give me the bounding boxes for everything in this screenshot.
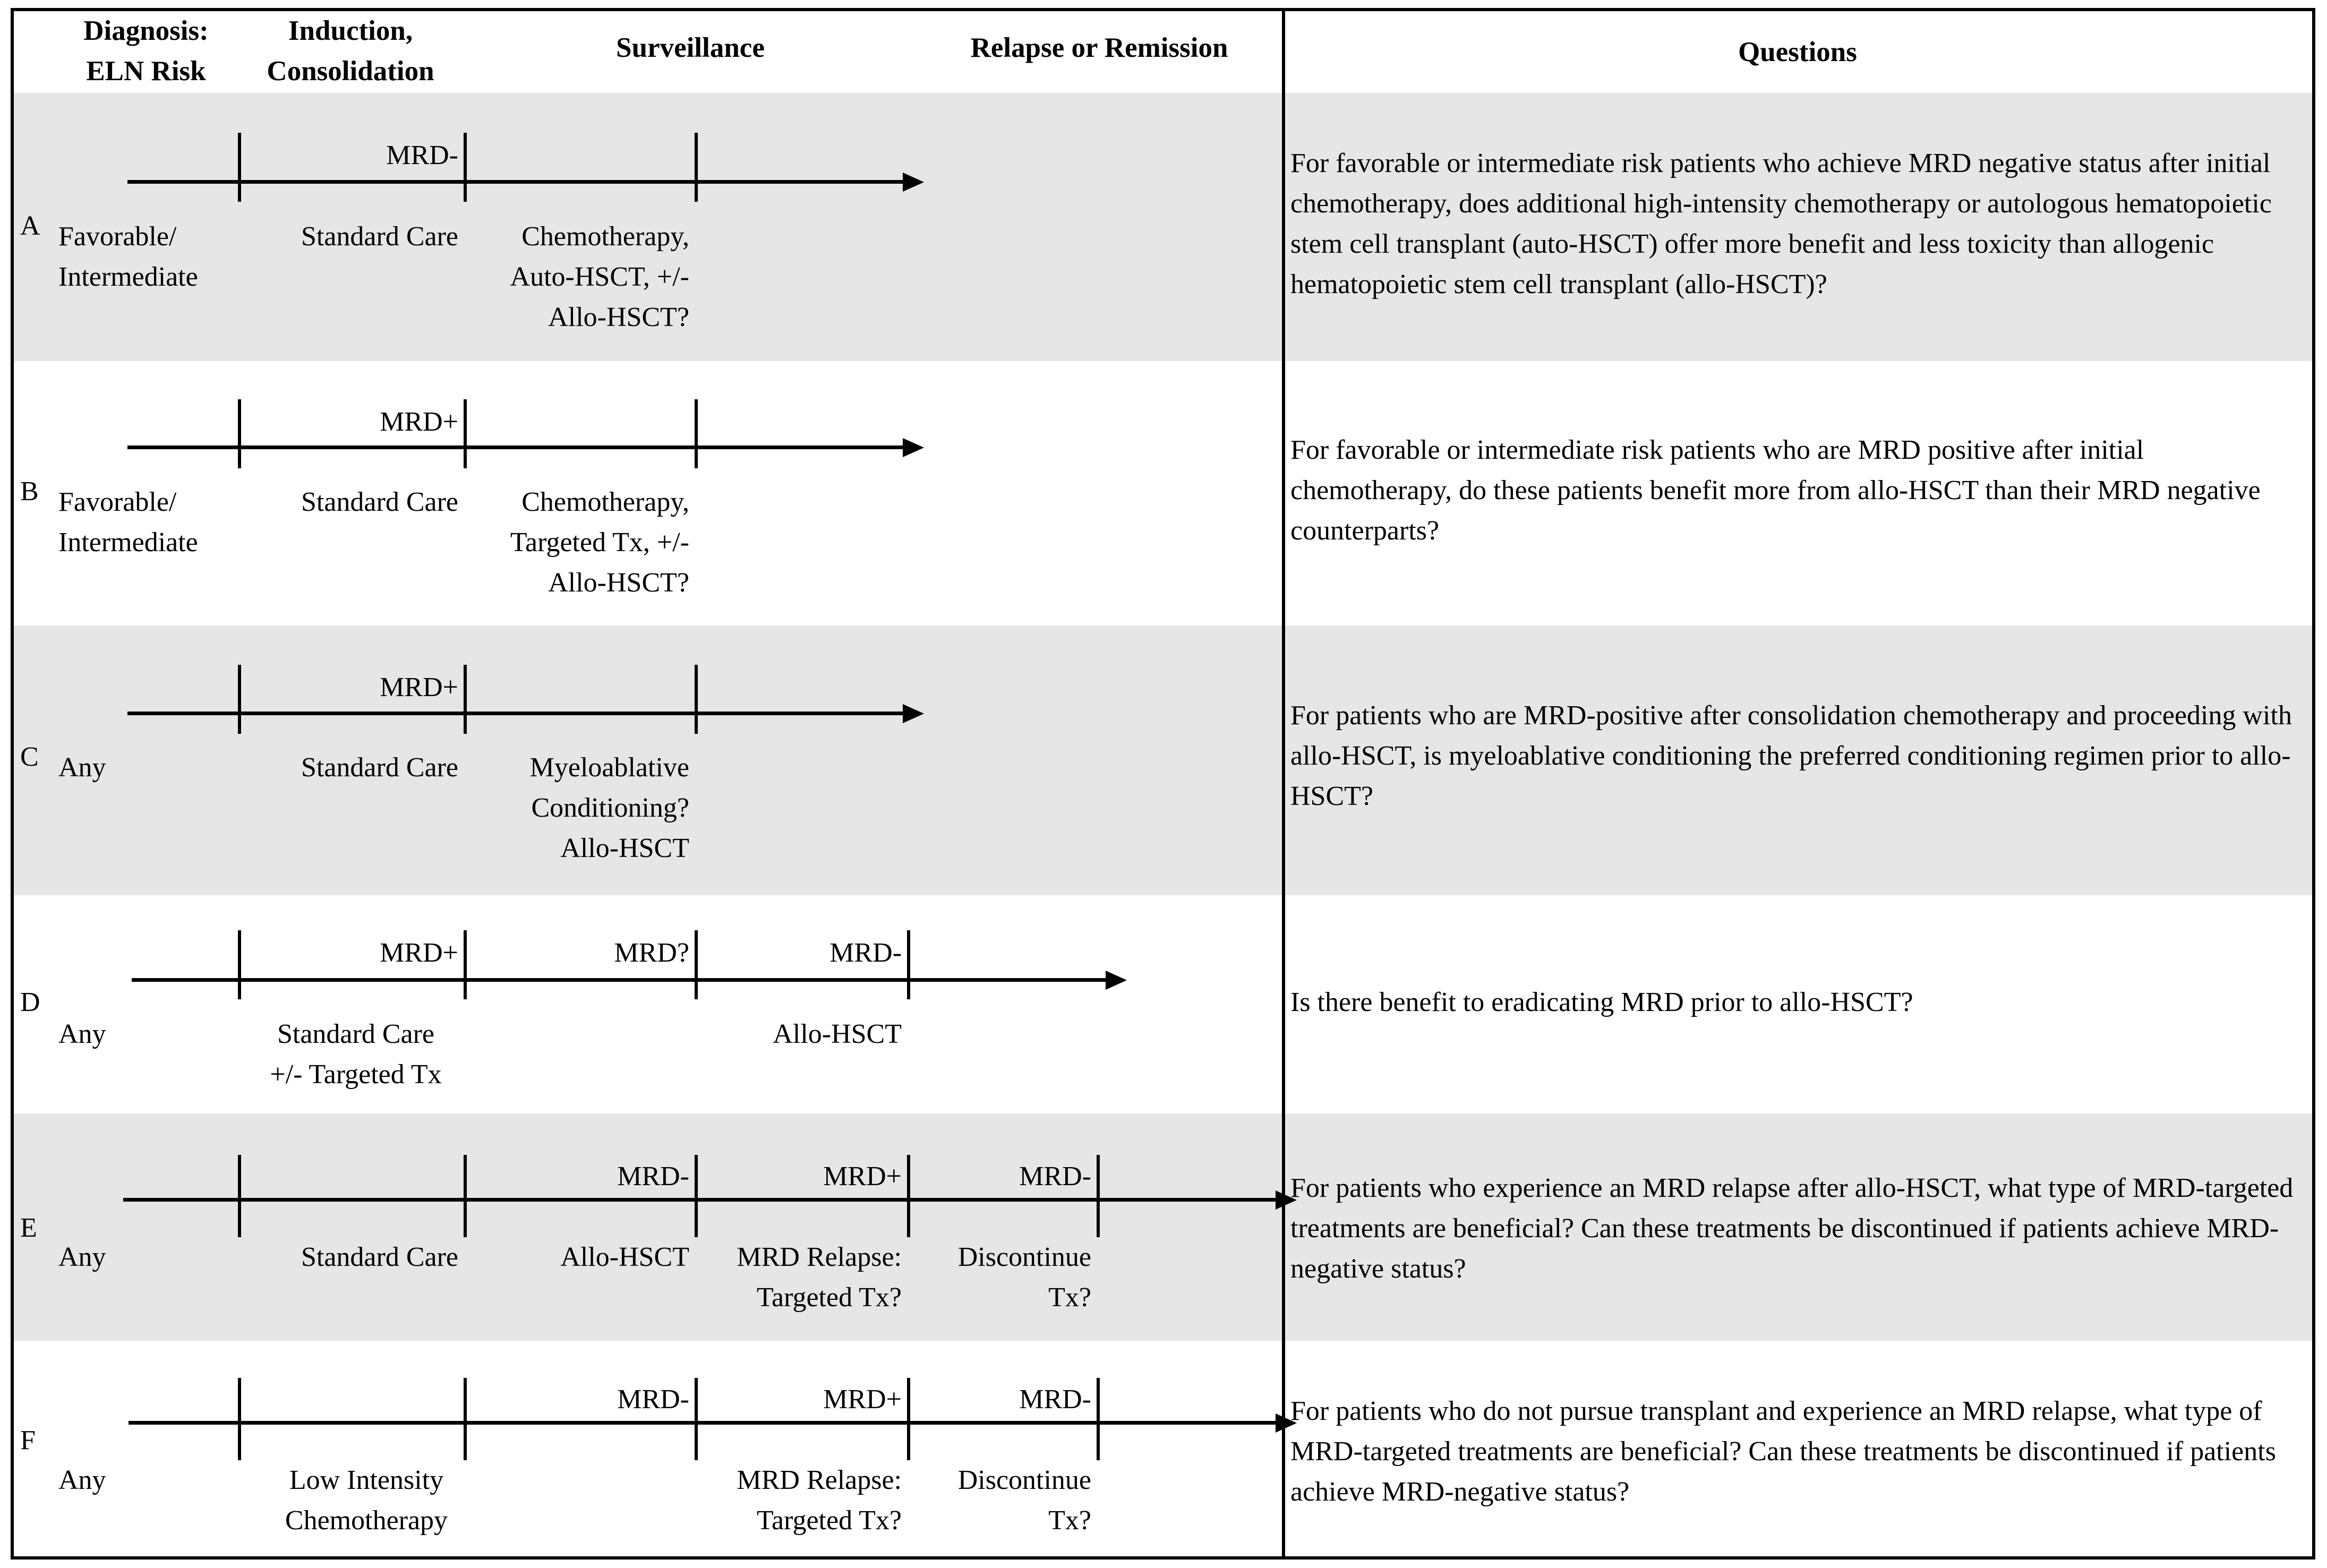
timeline-tick xyxy=(695,665,698,734)
timeline-tick xyxy=(1097,1378,1100,1460)
discontinue-label: Discontinue Tx? xyxy=(957,1465,1091,1536)
timeline-tick xyxy=(464,665,467,734)
timeline-tick xyxy=(464,1155,467,1237)
header-surveillance: Surveillance xyxy=(616,32,765,63)
row-letter: B xyxy=(20,476,39,507)
mrd-marker: MRD+ xyxy=(380,672,458,702)
timeline-tick xyxy=(695,930,698,999)
mrd-marker: MRD- xyxy=(1019,1161,1091,1192)
header-relapse: Relapse or Remission xyxy=(970,32,1228,63)
risk-label: Favorable/ Intermediate xyxy=(58,487,198,558)
timeline-arrow xyxy=(903,438,924,457)
timeline-arrow xyxy=(1106,971,1127,990)
risk-label: Any xyxy=(58,1465,106,1495)
question-text: Is there benefit to eradicating MRD prior to allo-HSCT? xyxy=(1290,987,1913,1017)
timeline-line xyxy=(123,1198,1281,1202)
risk-label: Any xyxy=(58,1019,106,1049)
discontinue-label: Discontinue Tx? xyxy=(957,1242,1091,1313)
question-text: For favorable or intermediate risk patients who are MRD positive after initial chemotherapy, do these patients benefit more from allo-HSCT than their MRD negative counterparts? xyxy=(1290,435,2261,546)
timeline-tick xyxy=(464,399,467,468)
row-letter: E xyxy=(20,1213,37,1243)
mrd-marker: MRD+ xyxy=(380,938,458,968)
row-letter: D xyxy=(20,987,40,1017)
timeline-tick xyxy=(238,1155,241,1237)
row-letter: A xyxy=(20,211,40,241)
allo-hsct-label: Allo-HSCT xyxy=(773,1019,902,1049)
timeline-tick xyxy=(1097,1155,1100,1237)
risk-label: Any xyxy=(58,752,106,783)
timeline-tick xyxy=(238,399,241,468)
question-text: For favorable or intermediate risk patients who achieve MRD negative status after initial chemotherapy, does additional high-intensity chemotherapy or autologous hematopoietic stem cell transplant (auto-HSCT) offer more benefit and less toxicity than allogenic hematopoietic stem cell transplant (allo-HSCT)? xyxy=(1290,148,2272,299)
timeline-tick xyxy=(238,665,241,734)
mrd-marker: MRD- xyxy=(829,938,902,968)
risk-label: Any xyxy=(58,1242,106,1272)
header-questions: Questions xyxy=(1738,37,1857,67)
header-diagnosis: Diagnosis: ELN Risk xyxy=(83,15,209,87)
timeline-tick xyxy=(238,930,241,999)
induction-label: Standard Care xyxy=(301,221,458,252)
timeline-tick xyxy=(238,1378,241,1460)
mrd-marker: MRD+ xyxy=(823,1161,902,1192)
mrd-marker: MRD? xyxy=(614,938,689,968)
question-text: For patients who do not pursue transplant and experience an MRD relapse, what type of MRD-targeted treatments are beneficial? Can these treatments be discontinued if patients achieve MRD-negative status? xyxy=(1290,1396,2276,1507)
timeline-tick xyxy=(695,1378,698,1460)
induction-label: Standard Care xyxy=(301,1242,458,1272)
timeline-arrow xyxy=(903,704,924,723)
timeline-tick xyxy=(907,1378,910,1460)
surveillance-label: Chemotherapy, Auto-HSCT, +/- Allo-HSCT? xyxy=(510,221,689,332)
timeline-tick xyxy=(464,1378,467,1460)
mrd-marker: MRD+ xyxy=(380,407,458,437)
timeline-line xyxy=(127,445,908,449)
row-letter: C xyxy=(20,742,39,772)
timeline-tick xyxy=(907,1155,910,1237)
timeline-tick xyxy=(238,133,241,202)
induction-label: Low Intensity Chemotherapy xyxy=(285,1465,448,1536)
surveillance-label: Myeloablative Conditioning? Allo-HSCT xyxy=(529,752,689,863)
mrd-marker: MRD- xyxy=(386,140,458,170)
timeline-line xyxy=(132,978,1110,982)
surveillance-label: Allo-HSCT xyxy=(560,1242,689,1272)
relapse-label: MRD Relapse: Targeted Tx? xyxy=(737,1242,902,1313)
timeline-arrow xyxy=(903,173,924,192)
timeline-line xyxy=(127,712,908,715)
timeline-tick xyxy=(695,133,698,202)
timeline-line xyxy=(127,180,908,184)
question-text: For patients who are MRD-positive after consolidation chemotherapy and proceeding with allo-HSCT, is myeloablative conditioning the preferred conditioning regimen prior to allo-HSCT? xyxy=(1290,700,2292,811)
timeline-tick xyxy=(464,930,467,999)
header-induction: Induction, Consolidation xyxy=(267,15,434,87)
timeline-tick xyxy=(695,1155,698,1237)
question-text: For patients who experience an MRD relapse after allo-HSCT, what type of MRD-targeted treatments are beneficial? Can these treatments be discontinued if patients achieve MRD-negative status? xyxy=(1290,1173,2294,1284)
induction-label: Standard Care xyxy=(301,487,458,517)
mrd-marker: MRD- xyxy=(617,1161,689,1192)
mrd-marker: MRD- xyxy=(1019,1384,1091,1415)
relapse-label: MRD Relapse: Targeted Tx? xyxy=(737,1465,902,1536)
timeline-tick xyxy=(695,399,698,468)
column-divider xyxy=(1282,8,1285,1560)
induction-label: Standard Care xyxy=(301,752,458,783)
row-letter: F xyxy=(20,1425,36,1455)
surveillance-label: Chemotherapy, Targeted Tx, +/- Allo-HSCT? xyxy=(510,487,689,598)
timeline-line xyxy=(129,1421,1281,1425)
risk-label: Favorable/ Intermediate xyxy=(58,221,198,292)
mrd-marker: MRD- xyxy=(617,1384,689,1415)
induction-label: Standard Care +/- Targeted Tx xyxy=(270,1019,442,1090)
mrd-marker: MRD+ xyxy=(823,1384,902,1415)
timeline-tick xyxy=(464,133,467,202)
timeline-tick xyxy=(907,930,910,999)
